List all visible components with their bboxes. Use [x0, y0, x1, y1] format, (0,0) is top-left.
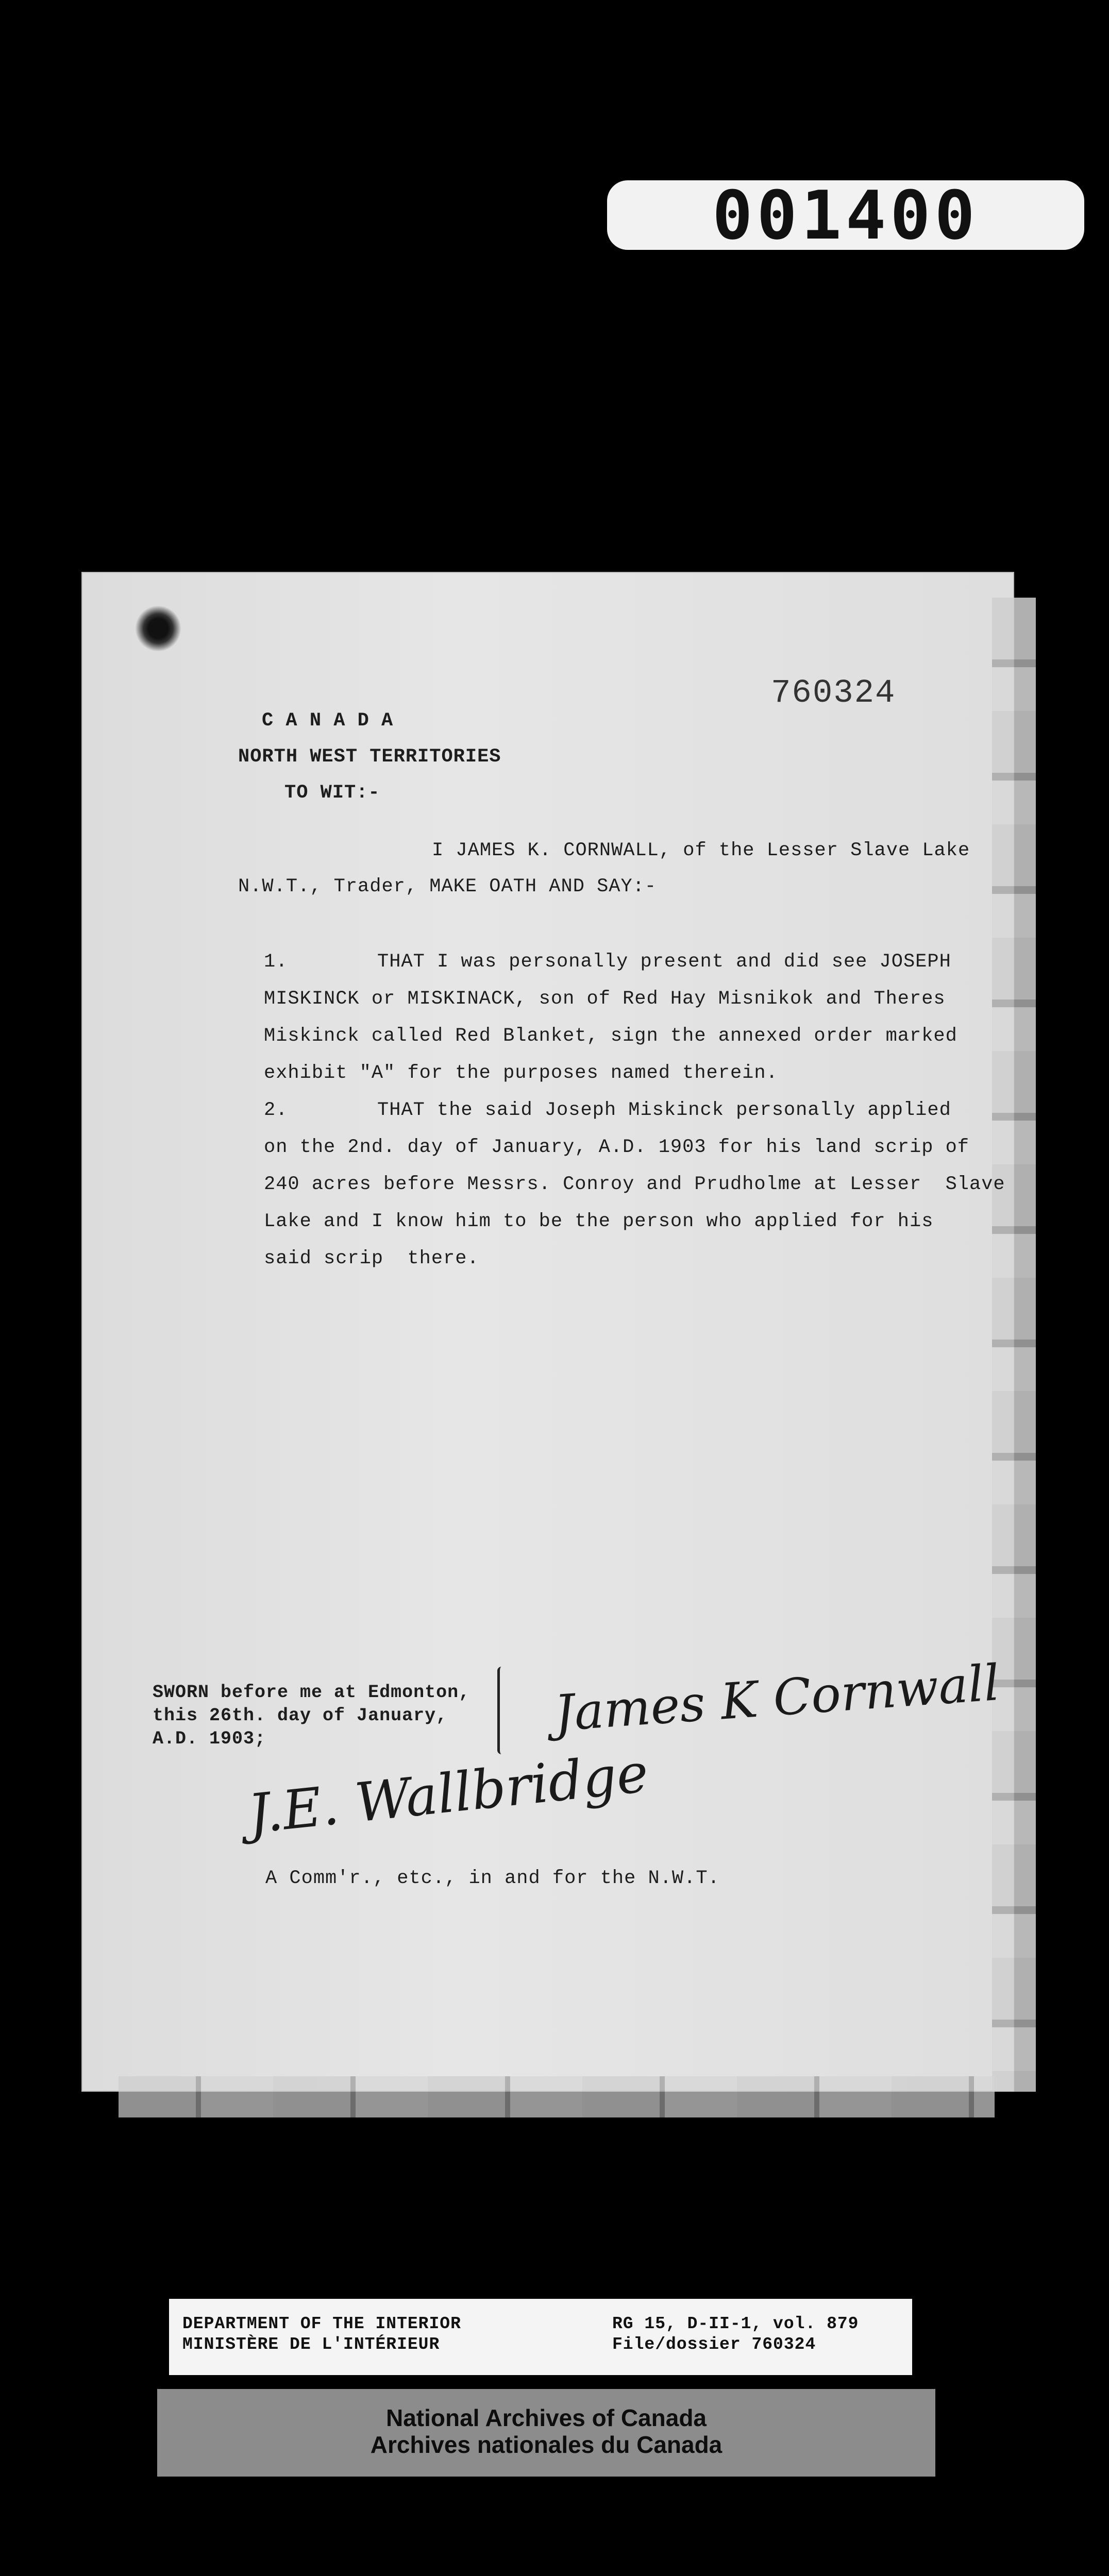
paragraph-1-number: 1. [264, 951, 288, 973]
frame-counter [607, 176, 1084, 255]
archives-banner-french: Archives nationales du Canada [370, 2431, 722, 2458]
file-number: 760324 [771, 675, 896, 712]
jurat-brace [497, 1667, 507, 1754]
archives-banner [157, 2389, 935, 2477]
header-to-wit: TO WIT:- [284, 782, 380, 804]
department-english: DEPARTMENT OF THE INTERIOR [182, 2314, 461, 2333]
archive-reference: RG 15, D-II-1, vol. 879 [612, 2314, 859, 2333]
archive-reference-label [169, 2299, 912, 2375]
commissioner-title: A Comm'r., etc., in and for the N.W.T. [265, 1868, 720, 1889]
paragraph-2-line: on the 2nd. day of January, A.D. 1903 for his land scrip of [264, 1137, 970, 1158]
frame-counter-text: 001400 [712, 176, 979, 255]
paragraph-2-line: Lake and I know him to be the person who applied for his [264, 1211, 934, 1232]
paragraph-1-line: Miskinck called Red Blanket, sign the annexed order marked [264, 1025, 957, 1047]
page-torn-edge [992, 598, 1036, 2092]
deponent-line-1: I JAMES K. CORNWALL, of the Lesser Slave Lake [432, 840, 970, 861]
deponent-signature-text: James K Cornwall [552, 1653, 1002, 1743]
jurat-line: A.D. 1903; [153, 1728, 266, 1749]
paragraph-2-line: THAT the said Joseph Miskinck personally applied [377, 1099, 951, 1121]
paragraph-2-line: 240 acres before Messrs. Conroy and Prudholme at Lesser Slave [264, 1174, 1005, 1195]
header-canada: C A N A D A [262, 710, 394, 732]
page-bottom-edge [119, 2076, 995, 2117]
paragraph-1-line: exhibit "A" for the purposes named therein. [264, 1062, 778, 1084]
document-page [81, 572, 1014, 2092]
archives-banner-english: National Archives of Canada [385, 2404, 707, 2431]
commissioner-signature-text: J.E. Wallbridge [245, 1741, 651, 1846]
paragraph-1-line: THAT I was personally present and did see JOSEPH [377, 951, 951, 973]
paragraph-2-line: said scrip there. [264, 1248, 479, 1269]
jurat-line: this 26th. day of January, [153, 1705, 448, 1726]
deponent-line-2: N.W.T., Trader, MAKE OATH AND SAY:- [238, 876, 657, 897]
archive-file-number: File/dossier 760324 [612, 2335, 816, 2354]
ink-blot-mark [135, 605, 181, 652]
paragraph-1-line: MISKINCK or MISKINACK, son of Red Hay Misnikok and Theres [264, 988, 946, 1010]
jurat-line: SWORN before me at Edmonton, [153, 1682, 471, 1703]
paragraph-2-number: 2. [264, 1099, 288, 1121]
department-french: MINISTÈRE DE L'INTÉRIEUR [182, 2335, 440, 2354]
header-territory: NORTH WEST TERRITORIES [238, 746, 501, 768]
